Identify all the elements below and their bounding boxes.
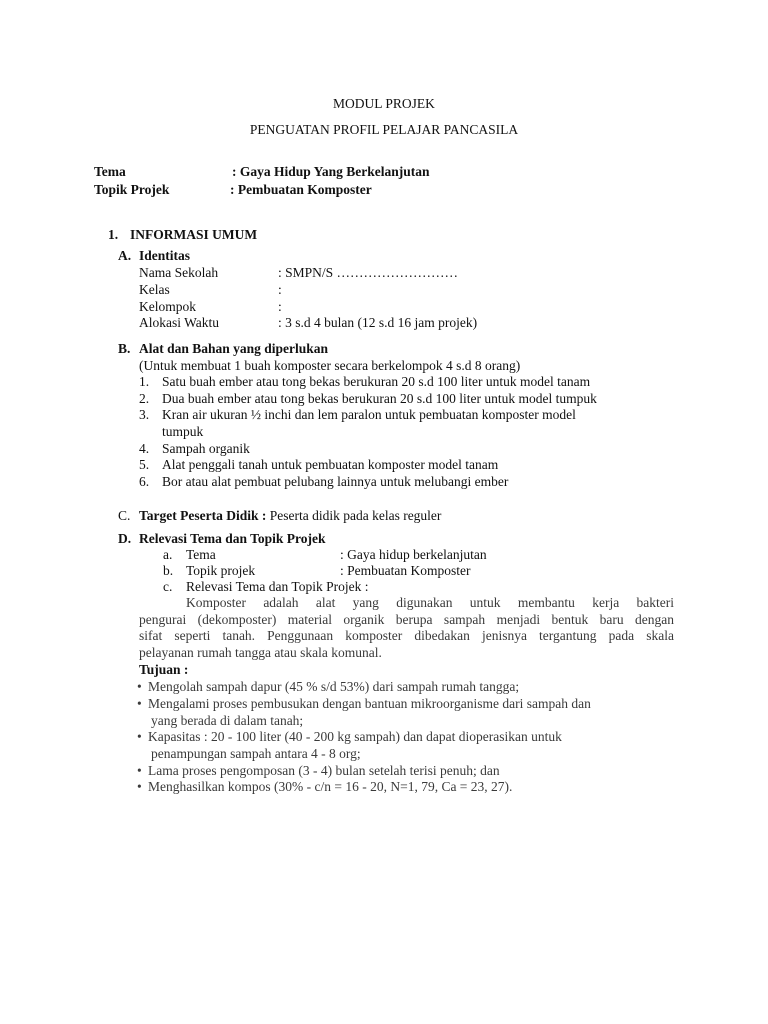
subsection-c-line bbox=[139, 508, 441, 524]
list-item-number: 4. bbox=[139, 441, 150, 456]
list-item: Bor atau alat pembuat pelubang lainnya untuk melubangi ember bbox=[162, 474, 509, 489]
bullet-glyph: • bbox=[137, 729, 142, 744]
bullet-item-continuation: yang berada di dalam tanah; bbox=[151, 713, 304, 728]
subsection-c-title: Target Peserta Didik : bbox=[139, 508, 267, 523]
identity-value: : 3 s.d 4 bulan (12 s.d 16 jam projek) bbox=[278, 315, 478, 330]
bullet-item: Menghasilkan kompos (30% - c/n = 16 - 20, N=1, 79, Ca = 23, 27). bbox=[148, 779, 513, 794]
tema-label: Tema bbox=[94, 164, 126, 179]
tema-value: : Gaya Hidup Yang Berkelanjutan bbox=[232, 164, 430, 179]
sub-letter: a. bbox=[163, 547, 173, 562]
bullet-glyph: • bbox=[137, 763, 142, 778]
identity-value: : bbox=[278, 299, 282, 314]
identity-label: Nama Sekolah bbox=[139, 265, 219, 280]
sub-label: Tema bbox=[186, 547, 216, 562]
subsection-c-value: Peserta didik pada kelas reguler bbox=[266, 508, 442, 523]
paragraph-line: pelayanan rumah tangga atau skala komunal. bbox=[139, 645, 382, 660]
bullet-item: Mengalami proses pembusukan dengan bantuan mikroorganisme dari sampah dan bbox=[148, 696, 591, 711]
document-subtitle: PENGUATAN PROFIL PELAJAR PANCASILA bbox=[249, 122, 519, 137]
subsection-d-title: Relevasi Tema dan Topik Projek bbox=[139, 531, 326, 546]
paragraph-line: sifat seperti tanah. Penggunaan komposter dibedakan jenisnya tergantung pada skala bbox=[139, 628, 674, 643]
topik-value: : Pembuatan Komposter bbox=[230, 182, 372, 197]
section-number: 1. bbox=[108, 227, 119, 242]
subsection-b-title: Alat dan Bahan yang diperlukan bbox=[139, 341, 329, 356]
subsection-a-title: Identitas bbox=[139, 248, 191, 263]
list-item: Kran air ukuran ½ inchi dan lem paralon untuk pembuatan komposter model bbox=[162, 407, 576, 422]
paragraph-line: Komposter adalah alat yang digunakan untuk membantu kerja bakteri bbox=[186, 595, 674, 610]
list-item: Satu buah ember atau tong bekas berukuran 20 s.d 100 liter untuk model tanam bbox=[162, 374, 591, 389]
list-item-number: 1. bbox=[139, 374, 150, 389]
bullet-item: Lama proses pengomposan (3 - 4) bulan setelah terisi penuh; dan bbox=[148, 763, 500, 778]
list-item-number: 2. bbox=[139, 391, 150, 406]
sub-label: Relevasi Tema dan Topik Projek : bbox=[186, 579, 369, 594]
bullet-glyph: • bbox=[137, 696, 142, 711]
identity-value: : bbox=[278, 282, 282, 297]
bullet-item: Kapasitas : 20 - 100 liter (40 - 200 kg sampah) dan dapat dioperasikan untuk bbox=[148, 729, 562, 744]
tujuan-title: Tujuan : bbox=[139, 662, 189, 677]
identity-label: Kelompok bbox=[139, 299, 196, 314]
subsection-b-intro: (Untuk membuat 1 buah komposter secara berkelompok 4 s.d 8 orang) bbox=[139, 358, 521, 373]
subsection-c-letter: C. bbox=[118, 508, 131, 523]
bullet-item: Mengolah sampah dapur (45 % s/d 53%) dari sampah rumah tangga; bbox=[148, 679, 520, 694]
sub-value: : Gaya hidup berkelanjutan bbox=[340, 547, 487, 562]
identity-value: : SMPN/S ……………………… bbox=[278, 265, 459, 280]
list-item-number: 6. bbox=[139, 474, 150, 489]
list-item-number: 3. bbox=[139, 407, 150, 422]
subsection-a-letter: A. bbox=[118, 248, 132, 263]
sub-letter: b. bbox=[163, 563, 174, 578]
paragraph-line: pengurai (dekomposter) material organik berupa sampah menjadi bentuk baru dengan bbox=[139, 612, 674, 627]
list-item-continuation: tumpuk bbox=[162, 424, 204, 439]
bullet-glyph: • bbox=[137, 779, 142, 794]
topik-label: Topik Projek bbox=[94, 182, 170, 197]
identity-label: Alokasi Waktu bbox=[139, 315, 220, 330]
bullet-glyph: • bbox=[137, 679, 142, 694]
section-title: INFORMASI UMUM bbox=[130, 227, 258, 242]
list-item-number: 5. bbox=[139, 457, 150, 472]
subsection-d-letter: D. bbox=[118, 531, 132, 546]
sub-value: : Pembuatan Komposter bbox=[340, 563, 471, 578]
identity-label: Kelas bbox=[139, 282, 170, 297]
subsection-b-letter: B. bbox=[118, 341, 131, 356]
bullet-item-continuation: penampungan sampah antara 4 - 8 org; bbox=[151, 746, 361, 761]
sub-letter: c. bbox=[163, 579, 173, 594]
list-item: Dua buah ember atau tong bekas berukuran 20 s.d 100 liter untuk model tumpuk bbox=[162, 391, 597, 406]
sub-label: Topik projek bbox=[186, 563, 256, 578]
document-title: MODUL PROJEK bbox=[333, 96, 435, 111]
list-item: Alat penggali tanah untuk pembuatan komposter model tanam bbox=[162, 457, 499, 472]
list-item: Sampah organik bbox=[162, 441, 250, 456]
